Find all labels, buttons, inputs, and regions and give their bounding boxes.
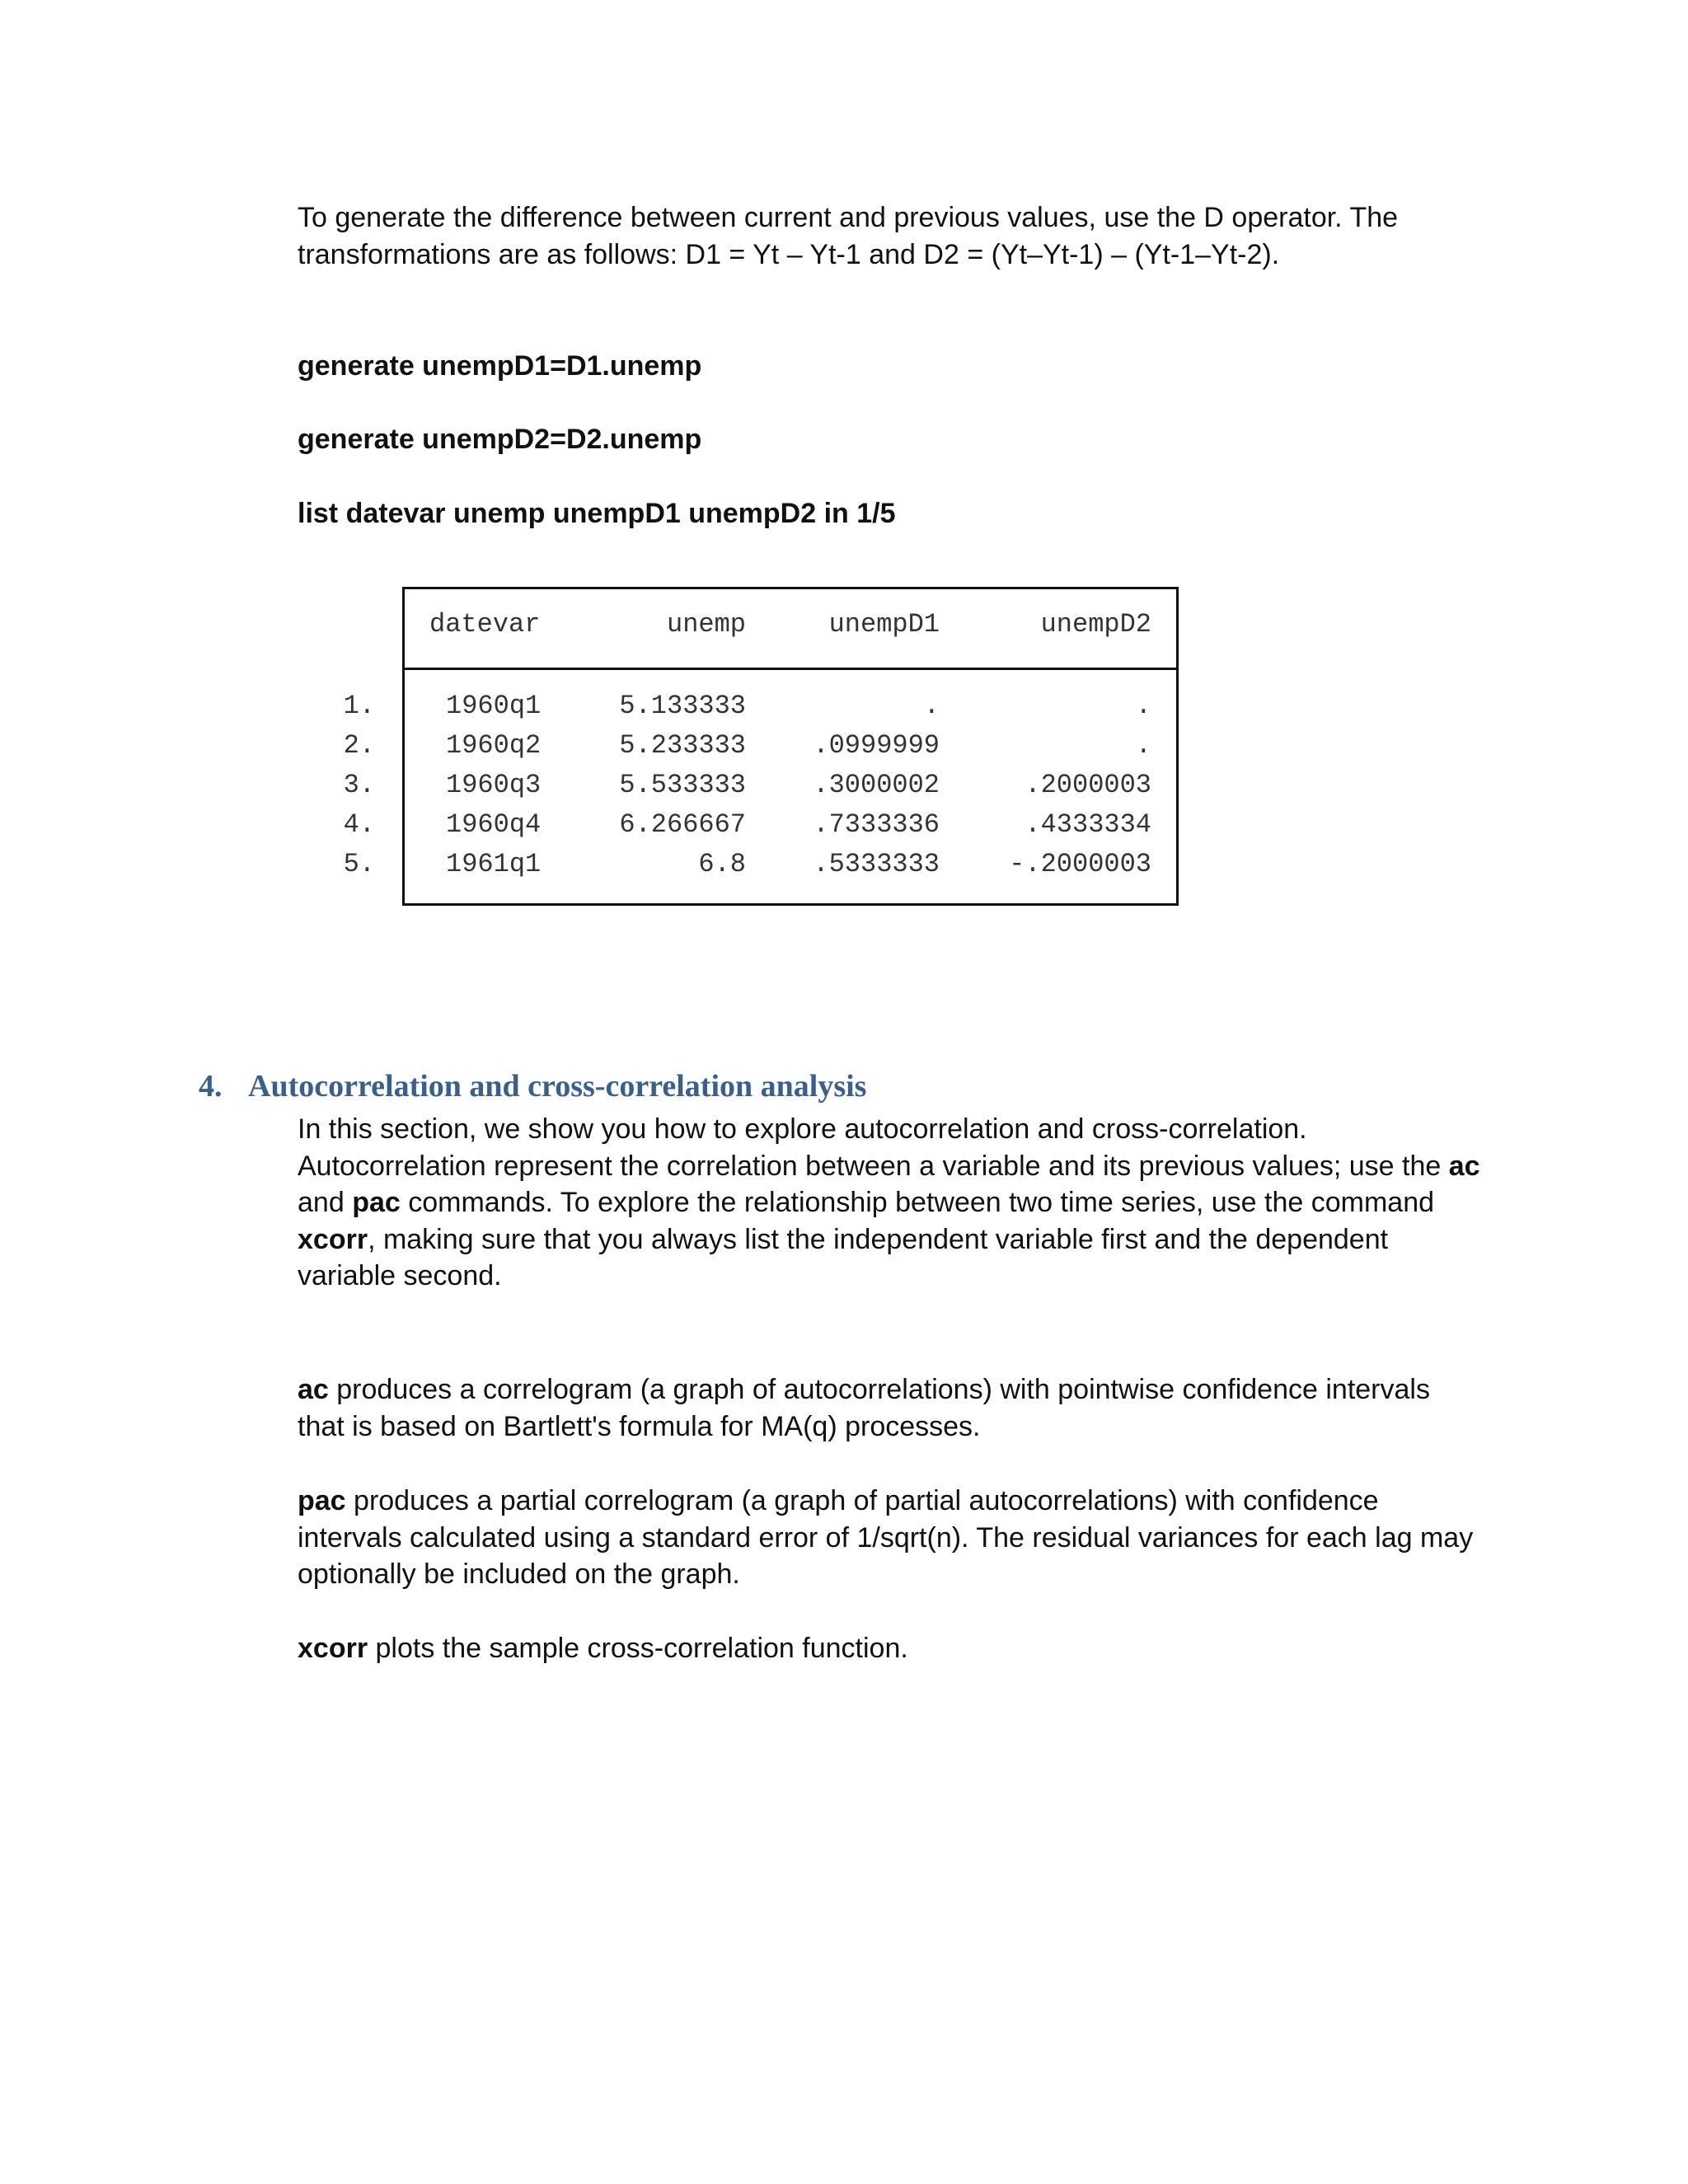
cell-unempd2: .4333334 bbox=[1025, 809, 1151, 840]
inline-command: pac bbox=[352, 1187, 401, 1218]
paragraph-line: , making sure that you always list the independent variable first and the dependent bbox=[368, 1223, 1389, 1255]
row-number: 2. bbox=[343, 730, 375, 761]
cell-unempd1: .5333333 bbox=[813, 849, 940, 879]
pac-paragraph bbox=[298, 1483, 1493, 1593]
paragraph-line: produces a correlogram (a graph of autocorrelations) with pointwise confidence intervals bbox=[328, 1374, 1430, 1405]
cell-datevar: 1960q1 bbox=[446, 691, 542, 721]
cell-unempd1: .7333336 bbox=[813, 809, 940, 840]
command-generate-d1: generate unempD1=D1.unemp bbox=[298, 350, 702, 382]
cell-unempd2: . bbox=[1135, 691, 1151, 721]
cell-unempd2: .2000003 bbox=[1025, 770, 1151, 800]
cell-unemp: 5.233333 bbox=[619, 730, 746, 761]
cell-unemp: 5.533333 bbox=[619, 770, 746, 800]
inline-command: pac bbox=[298, 1485, 346, 1516]
cell-datevar: 1960q2 bbox=[446, 730, 542, 761]
paragraph-line: optionally be included on the graph. bbox=[298, 1558, 740, 1590]
paragraph-line: intervals calculated using a standard error of 1/sqrt(n). The residual variances for each lag may bbox=[298, 1521, 1474, 1554]
section-heading bbox=[199, 1066, 866, 1107]
cell-datevar: 1960q4 bbox=[446, 809, 542, 840]
paragraph-line: variable second. bbox=[298, 1260, 502, 1291]
intro-paragraph bbox=[298, 199, 1493, 273]
table-header-divider bbox=[405, 668, 1176, 670]
ac-paragraph bbox=[298, 1371, 1493, 1445]
paragraph-line: that is based on Bartlett's formula for MA(q) processes. bbox=[298, 1410, 981, 1442]
row-number: 4. bbox=[343, 809, 375, 840]
header-unempd1: unempD1 bbox=[828, 609, 940, 640]
paragraph-line: commands. To explore the relationship between two time series, use the command bbox=[400, 1187, 1435, 1218]
cell-unemp: 5.133333 bbox=[619, 691, 746, 721]
cell-unemp: 6.266667 bbox=[619, 809, 746, 840]
cell-unempd2: . bbox=[1135, 730, 1151, 761]
row-number: 3. bbox=[343, 770, 375, 800]
row-number: 5. bbox=[343, 849, 375, 879]
header-unemp: unemp bbox=[666, 609, 746, 640]
cell-unempd1: . bbox=[923, 691, 940, 721]
cell-unemp: 6.8 bbox=[698, 849, 746, 879]
paragraph-line: In this section, we show you how to explore autocorrelation and cross-correlation. bbox=[298, 1113, 1307, 1145]
paragraph-line: Autocorrelation represent the correlation between a variable and its previous values; use the bbox=[298, 1150, 1449, 1182]
paragraph-line: plots the sample cross-correlation function. bbox=[368, 1633, 908, 1664]
command-generate-d2: generate unempD2=D2.unemp bbox=[298, 424, 702, 455]
header-unempd2: unempD2 bbox=[1040, 609, 1151, 640]
inline-command: ac bbox=[298, 1374, 329, 1405]
section-intro-paragraph bbox=[298, 1111, 1493, 1295]
stata-output-table bbox=[402, 587, 1179, 906]
cell-unempd1: .0999999 bbox=[813, 730, 940, 761]
cell-datevar: 1960q3 bbox=[446, 770, 542, 800]
header-datevar: datevar bbox=[429, 609, 541, 640]
cell-unempd1: .3000002 bbox=[813, 770, 940, 800]
row-number: 1. bbox=[343, 691, 375, 721]
inline-command: xcorr bbox=[298, 1223, 368, 1255]
section-title: Autocorrelation and cross-correlation analysis bbox=[248, 1069, 867, 1104]
paragraph-line: and bbox=[298, 1187, 353, 1218]
cell-datevar: 1961q1 bbox=[446, 849, 542, 879]
inline-command: ac bbox=[1448, 1150, 1480, 1182]
inline-command: xcorr bbox=[298, 1633, 368, 1664]
cell-unempd2: -.2000003 bbox=[1009, 849, 1151, 879]
command-list: list datevar unemp unempD1 unempD2 in 1/5 bbox=[298, 498, 896, 529]
intro-line-1: To generate the difference between current and previous values, use the D operator. The bbox=[298, 202, 1399, 233]
section-number: 4. bbox=[199, 1069, 223, 1104]
paragraph-line: produces a partial correlogram (a graph of partial autocorrelations) with confidence bbox=[345, 1485, 1379, 1516]
xcorr-paragraph bbox=[298, 1630, 1493, 1667]
intro-line-2: transformations are as follows: D1 = Yt – Yt-1 and D2 = (Yt–Yt-1) – (Yt-1–Yt-2). bbox=[298, 238, 1280, 270]
